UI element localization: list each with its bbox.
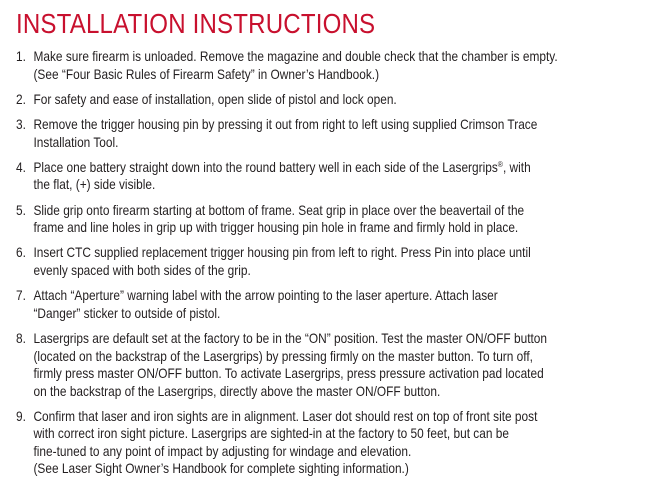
step-text-line: with correct iron sight picture. Lasergrips are sighted-in at the factory to 50 feet, but can be	[33, 426, 509, 442]
step-text-line: Make sure firearm is unloaded. Remove the magazine and double check that the chamber is empty.	[33, 49, 558, 64]
step-text-line: evenly spaced with both sides of the grip.	[33, 262, 251, 278]
step-text-line: Slide grip onto firearm starting at bottom of frame. Seat grip in place over the beavertail of the	[33, 202, 525, 218]
step-text-line: Lasergrips are default set at the factory to be in the “ON” position. Test the master ON/OFF button	[33, 331, 548, 347]
instruction-step-4	[16, 159, 638, 194]
step-number: 9.	[16, 408, 26, 424]
step-text-line: on the backstrap of the Lasergrips, directly above the master ON/OFF button.	[33, 383, 441, 399]
instruction-step-5	[16, 202, 638, 237]
step-text-line: Confirm that laser and iron sights are in alignment. Laser dot should rest on top of front site post	[33, 408, 538, 424]
step-text-line: (located on the backstrap of the Lasergrips) by pressing firmly on the master button. To turn off,	[33, 348, 533, 364]
registered-mark: ®	[497, 159, 503, 169]
step-text-segment: , with	[502, 159, 531, 175]
instruction-step-8	[16, 330, 638, 400]
step-text-line: For safety and ease of installation, open slide of pistol and lock open.	[33, 91, 397, 107]
instruction-step-3	[16, 116, 638, 151]
step-text-line: the flat, (+) side visible.	[33, 177, 156, 193]
instruction-step-2	[16, 91, 638, 109]
step-number: 3.	[16, 117, 26, 133]
step-number: 1.	[16, 49, 26, 64]
instruction-list	[16, 48, 638, 486]
step-text-line: frame and line holes in grip up with trigger housing pin hole in frame and firmly hold in place.	[33, 220, 519, 236]
step-text-line: fine-tuned to any point of impact by adjusting for windage and elevation.	[33, 443, 412, 459]
step-text-line: (See “Four Basic Rules of Firearm Safety” in Owner’s Handbook.)	[33, 66, 380, 82]
step-text-line: (See Laser Sight Owner’s Handbook for complete sighting information.)	[33, 461, 409, 477]
instruction-step-6	[16, 244, 638, 279]
step-number: 7.	[16, 288, 26, 304]
step-text-line: Remove the trigger housing pin by pressing it out from right to left using supplied Crimson Trace	[33, 117, 538, 133]
step-number: 6.	[16, 245, 26, 261]
page-title: INSTALLATION INSTRUCTIONS	[16, 8, 376, 39]
step-text-line: firmly press master ON/OFF button. To activate Lasergrips, press pressure activation pad located	[33, 366, 544, 382]
instruction-step-1	[16, 48, 638, 83]
instruction-step-7	[16, 287, 638, 322]
step-text-line: Installation Tool.	[33, 134, 119, 150]
step-text-line	[33, 159, 638, 177]
step-text-line: Attach “Aperture” warning label with the arrow pointing to the laser aperture. Attach laser	[33, 288, 498, 304]
step-number: 5.	[16, 202, 26, 218]
step-text-line: Insert CTC supplied replacement trigger housing pin from left to right. Press Pin into place until	[33, 245, 531, 261]
step-text-line: “Danger” sticker to outside of pistol.	[33, 305, 221, 321]
step-number: 4.	[16, 159, 26, 175]
step-text-segment: Place one battery straight down into the round battery well in each side of the Lasergrips	[33, 159, 498, 175]
step-number: 2.	[16, 91, 26, 107]
instruction-step-9	[16, 408, 638, 478]
step-number: 8.	[16, 331, 26, 347]
